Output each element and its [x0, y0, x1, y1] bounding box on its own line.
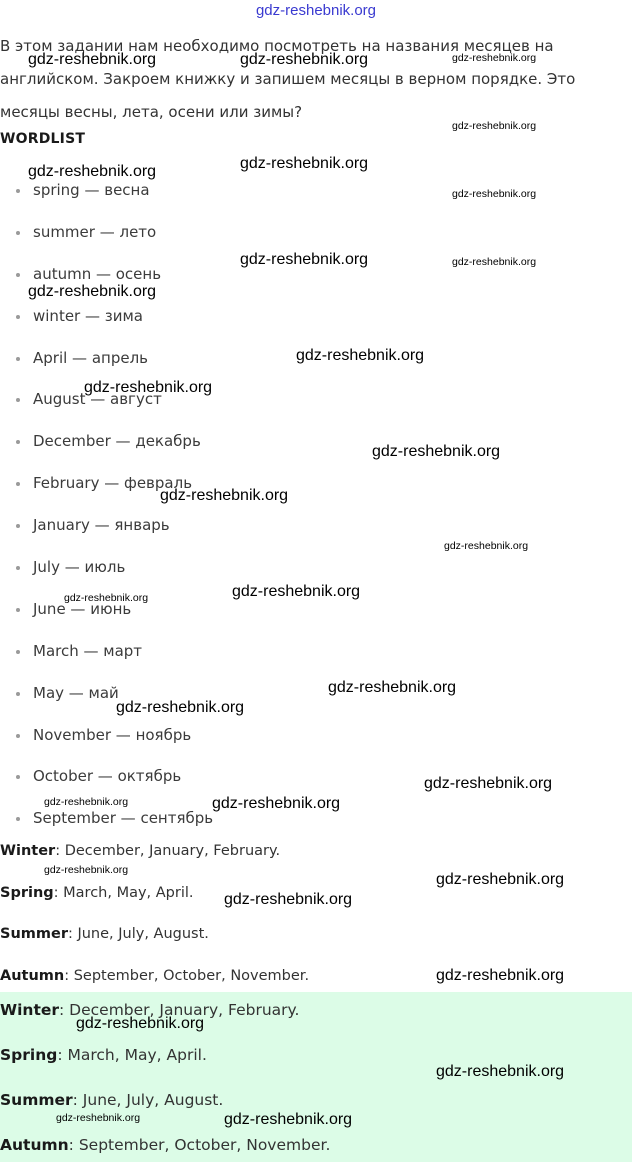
list-item — [0, 379, 213, 421]
watermark: gdz-reshebnik.org — [232, 583, 361, 600]
watermark: gdz-reshebnik.org — [28, 51, 157, 68]
bullet-icon — [16, 650, 20, 654]
watermark: gdz-reshebnik.org — [436, 967, 565, 984]
task-description — [0, 30, 632, 129]
season-months: : December, January, February. — [59, 1001, 300, 1019]
watermark: gdz-reshebnik.org — [452, 120, 537, 132]
list-item — [0, 421, 213, 463]
list-item — [0, 756, 213, 798]
answer-highlight-block — [0, 992, 632, 1162]
watermark: gdz-reshebnik.org — [444, 540, 529, 552]
list-item — [0, 212, 213, 254]
watermark: gdz-reshebnik.org — [224, 1111, 353, 1128]
season-label: Summer — [0, 926, 68, 943]
list-item-text: July — июль — [33, 558, 126, 577]
bullet-icon — [16, 524, 20, 528]
bullet-icon — [16, 231, 20, 235]
watermark: gdz-reshebnik.org — [452, 188, 537, 200]
watermark: gdz-reshebnik.org — [240, 251, 369, 268]
season-months: : September, October, November. — [68, 1136, 331, 1154]
season-label: Summer — [0, 1091, 73, 1109]
intro-line: месяцы весны, лета, осени или зимы? — [0, 103, 303, 121]
bullet-icon — [16, 608, 20, 612]
season-months: : June, July, August. — [72, 1091, 224, 1109]
watermark: gdz-reshebnik.org — [452, 256, 537, 268]
season-label: Spring — [0, 1046, 58, 1064]
season-months: : September, October, November. — [64, 968, 310, 985]
list-item-text: June — июнь — [33, 599, 132, 618]
watermark: gdz-reshebnik.org — [76, 1015, 205, 1032]
bullet-icon — [16, 817, 20, 821]
answer-line-summer — [0, 1082, 632, 1127]
season-label: Autumn — [0, 1136, 69, 1154]
season-months: : December, January, February. — [55, 843, 281, 859]
watermark: gdz-reshebnik.org — [296, 347, 425, 364]
watermark: gdz-reshebnik.org — [240, 51, 369, 68]
watermark: gdz-reshebnik.org — [436, 871, 565, 888]
wordlist-heading: WORDLIST — [0, 131, 86, 147]
site-header-link[interactable]: gdz-reshebnik.org — [255, 2, 377, 19]
list-item — [0, 547, 213, 589]
list-item — [0, 254, 213, 296]
season-months: : June, July, August. — [67, 926, 209, 943]
watermark: gdz-reshebnik.org — [240, 155, 369, 172]
bullet-icon — [16, 734, 20, 738]
season-label: Winter — [0, 1001, 60, 1019]
watermark: gdz-reshebnik.org — [160, 487, 289, 504]
watermark: gdz-reshebnik.org — [116, 699, 245, 716]
bullet-icon — [16, 566, 20, 570]
list-item-text: March — март — [33, 641, 143, 660]
list-item-text: December — декабрь — [33, 432, 201, 451]
watermark: gdz-reshebnik.org — [436, 1063, 565, 1080]
watermark: gdz-reshebnik.org — [224, 891, 353, 908]
list-item — [0, 589, 213, 631]
answer-block — [0, 832, 632, 999]
bullet-icon — [16, 273, 20, 277]
watermark: gdz-reshebnik.org — [212, 795, 341, 812]
watermark: gdz-reshebnik.org — [28, 283, 157, 300]
watermark: gdz-reshebnik.org — [452, 52, 537, 64]
list-item — [0, 505, 213, 547]
word-list — [0, 170, 213, 840]
season-months: : March, May, April. — [53, 884, 194, 901]
list-item — [0, 338, 213, 380]
season-label: Spring — [0, 884, 54, 901]
list-item-text: spring — весна — [33, 181, 150, 199]
intro-line: английском. Закроем книжку и запишем месяцы в верном порядке. Это — [0, 70, 576, 88]
list-item-text: summer — лето — [33, 222, 157, 241]
answer-line-autumn — [0, 1127, 632, 1172]
list-item — [0, 673, 213, 715]
bullet-icon — [16, 482, 20, 486]
list-item-text: January — январь — [33, 516, 170, 535]
list-item-text: August — август — [33, 390, 162, 409]
watermark: gdz-reshebnik.org — [328, 679, 457, 696]
list-item-text: October — октябрь — [33, 767, 182, 786]
list-item — [0, 296, 213, 338]
intro-line: В этом задании нам необходимо посмотреть на названия месяцев на — [0, 37, 554, 55]
season-label: Winter — [0, 843, 56, 859]
bullet-icon — [16, 189, 20, 193]
answer-line-spring — [0, 874, 632, 916]
bullet-icon — [16, 692, 20, 696]
list-item-text: autumn — осень — [33, 264, 162, 283]
list-item-text: April — апрель — [33, 348, 148, 367]
bullet-icon — [16, 357, 20, 361]
watermark: gdz-reshebnik.org — [28, 163, 157, 180]
watermark: gdz-reshebnik.org — [84, 379, 213, 396]
bullet-icon — [16, 440, 20, 444]
list-item-text: September — сентябрь — [33, 809, 214, 828]
watermark: gdz-reshebnik.org — [64, 592, 149, 604]
bullet-icon — [16, 315, 20, 319]
bullet-icon — [16, 398, 20, 402]
season-label: Autumn — [0, 968, 65, 985]
list-item-text: February — февраль — [33, 474, 193, 493]
list-item-text: May — май — [33, 683, 119, 702]
answer-line-winter — [0, 832, 632, 874]
list-item — [0, 715, 213, 757]
watermark: gdz-reshebnik.org — [372, 443, 501, 460]
answer-line-spring — [0, 1037, 632, 1082]
list-item — [0, 463, 213, 505]
list-item-text: November — ноябрь — [33, 725, 192, 744]
list-item — [0, 170, 213, 212]
list-item — [0, 631, 213, 673]
watermark: gdz-reshebnik.org — [424, 775, 553, 792]
watermark: gdz-reshebnik.org — [44, 864, 129, 876]
watermark: gdz-reshebnik.org — [44, 796, 129, 808]
bullet-icon — [16, 775, 20, 779]
season-months: : March, May, April. — [57, 1046, 207, 1064]
watermark: gdz-reshebnik.org — [56, 1112, 141, 1124]
list-item-text: winter — зима — [33, 306, 143, 325]
answer-line-winter — [0, 992, 632, 1037]
answer-line-summer — [0, 915, 632, 957]
